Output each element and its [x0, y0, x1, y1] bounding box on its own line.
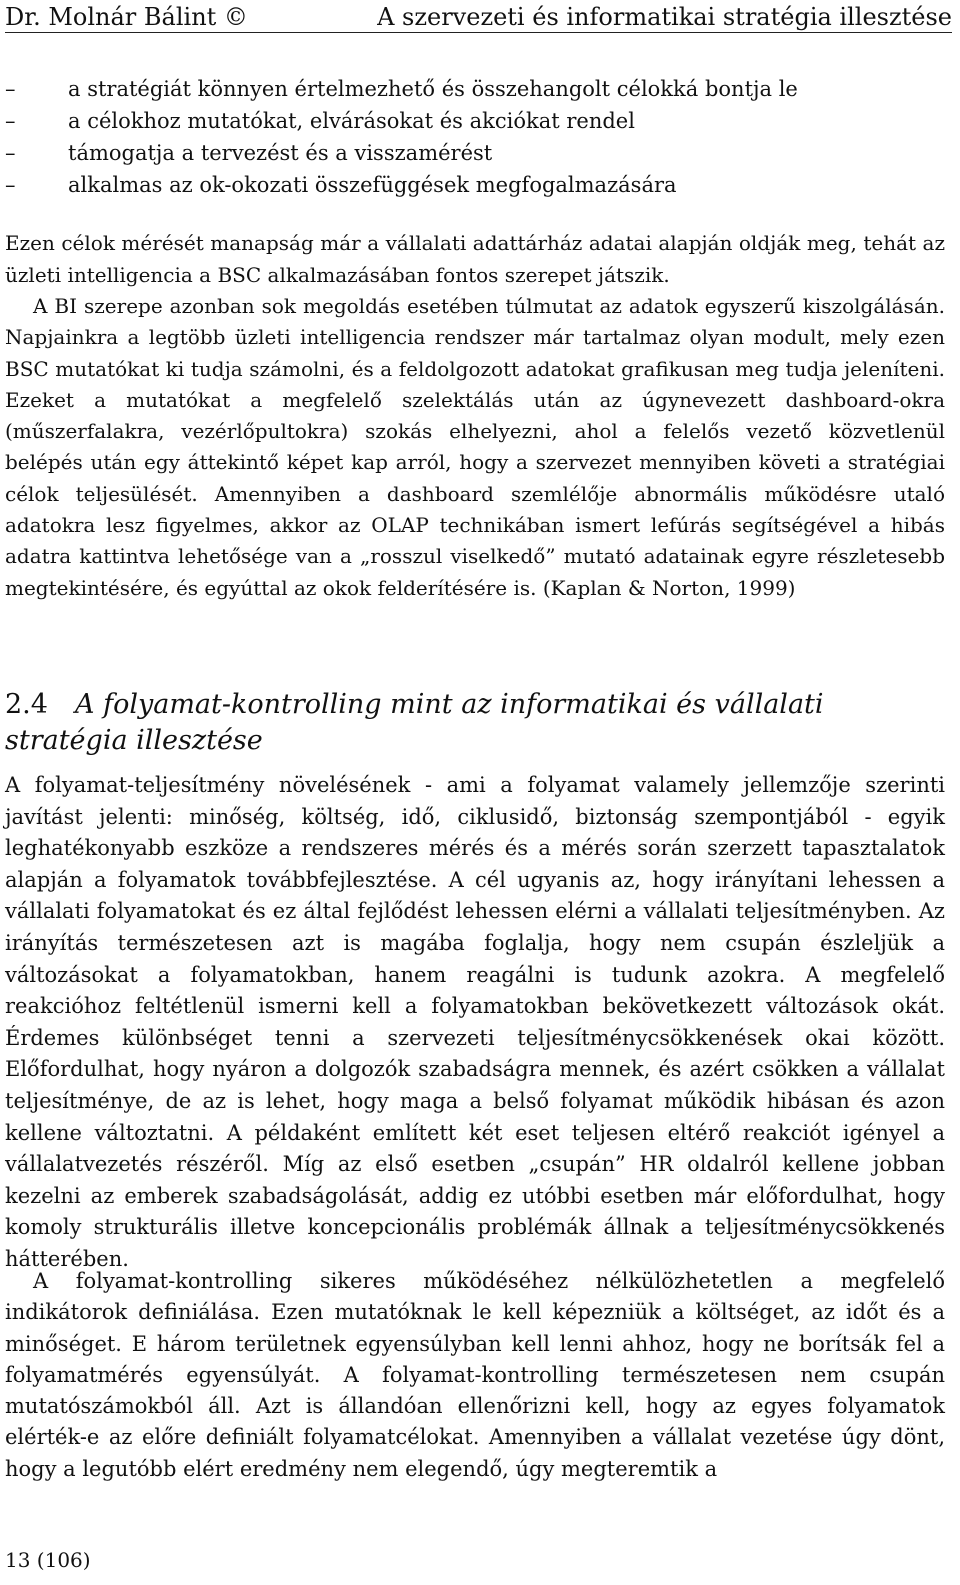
- paragraph-bsc-measurement: Ezen célok mérését manapság már a vállalati adattárház adatai alapján oldják meg, tehát az üzleti intelligencia a BSC alkalmazásában fontos szerepet játszik.: [5, 231, 945, 287]
- paragraph-bi-role: A BI szerepe azonban sok megoldás esetében túlmutat az adatok egyszerű kiszolgálásán. Napjainkra a legtöbb üzleti intelligencia rendszer már tartalmaz olyan modult, mely ezen BSC mutatókat ki tudja számolni, és a feldolgozott adatokat grafikusan meg tudja jeleníteni. Ezeket a mutatókat a megfelelő szelektálás után az úgynevezett dashboard-okra (műszerfalakra, vezérlőpultokra) szokás elhelyezni, ahol a felelős vezető közvetlenül belépés után egy áttekintő képet kap arról, hogy a szervezet mennyiben követi a stratégiai célok teljesülését. Amennyiben a dashboard szemlélője abnormális működésre utaló adatokra lesz figyelmes, akkor az OLAP technikában ismert lefúrás segítségével a hibás adatra kattintva lehetősége van a „rosszul viselkedő” mutató adatainak egyre részletesebb megtekintésére, és egyúttal az okok felderítésére is. (Kaplan & Norton, 1999): [5, 294, 945, 600]
- paragraph-process-performance: A folyamat-teljesítmény növelésének - ami a folyamat valamely jellemzője szerinti javítást jelenti: minőség, költség, idő, ciklusidő, biztonság szempontjából - egyik leghatékonyabb eszköze a rendszeres mérés és a mérés során szerzett tapasztalatok alapján a folyamatok továbbfejlesztése. A cél ugyanis az, hogy irányítani lehessen a vállalati folyamatokat és ez által fejlődést lehessen elérni a vállalati teljesítményben. Az irányítás természetesen azt is magába foglalja, hogy nem csupán észleljük a változásokat a folyamatokban, hanem reagálni is tudunk azokra. A megfelelő reakcióhoz feltétlenül ismerni kell a folyamatokban bekövetkezett változások okát. Érdemes különbséget tenni a szervezeti teljesítménycsökkenések okai között. Előfordulhat, hogy nyáron a dolgozók szabadságra mennek, és azért csökken a vállalat teljesítménye, de az is lehet, hogy maga a belső folyamat működik hibásan és azon kellene változtatni. A példaként említett két eset teljesen eltérő reakciót igényel a vállalatvezetés részéről. Míg az első esetben „csupán” HR oldalról kellene jobban kezelni az emberek szabadságolását, addig ez utóbbi esetben már előfordulhat, hogy komoly strukturális illetve koncepcionális problémák állnak a teljesítménycsökkenés hátterében.: [5, 773, 945, 1271]
- section-title: A folyamat-kontrolling mint az informatikai és vállalati stratégia illesztése: [5, 689, 824, 756]
- list-item-text: a stratégiát könnyen értelmezhető és összehangolt célokká bontja le: [68, 77, 798, 101]
- list-item-text: támogatja a tervezést és a visszamérést: [68, 141, 493, 165]
- dash-marker: –: [5, 109, 16, 133]
- dash-marker: –: [5, 77, 16, 101]
- header-title: A szervezeti és informatikai stratégia illesztése: [377, 3, 952, 31]
- dash-marker: –: [5, 141, 16, 165]
- page-number: 13 (106): [5, 1548, 91, 1572]
- bullet-list: [5, 73, 945, 201]
- list-item: [5, 105, 945, 137]
- section-number: 2.4: [5, 689, 48, 720]
- list-item-text: alkalmas az ok-okozati összefüggések megfogalmazására: [68, 173, 677, 197]
- list-item: [5, 73, 945, 105]
- list-item: [5, 169, 945, 201]
- list-item-text: a célokhoz mutatókat, elvárásokat és akciókat rendel: [68, 109, 635, 133]
- paragraph-process-controlling: A folyamat-kontrolling sikeres működéséhez nélkülözhetetlen a megfelelő indikátorok definiálása. Ezen mutatóknak le kell képezniük a költséget, az időt és a minőséget. E három területnek egyensúlyban kell lenni ahhoz, hogy ne borítsák fel a folyamatmérés egyensúlyát. A folyamat-kontrolling természetesen nem csupán mutatószámokból áll. Azt is állandóan ellenőrizni kell, hogy az egyes folyamatok elérték-e az előre definiált folyamatcélokat. Amennyiben a vállalat vezetése úgy dönt, hogy a legutóbb elért eredmény nem elegendő, úgy megteremtik a: [5, 1269, 945, 1481]
- page-header: [5, 2, 952, 33]
- header-author: Dr. Molnár Bálint ©: [5, 3, 248, 31]
- section-heading: [5, 687, 945, 759]
- dash-marker: –: [5, 173, 16, 197]
- list-item: [5, 137, 945, 169]
